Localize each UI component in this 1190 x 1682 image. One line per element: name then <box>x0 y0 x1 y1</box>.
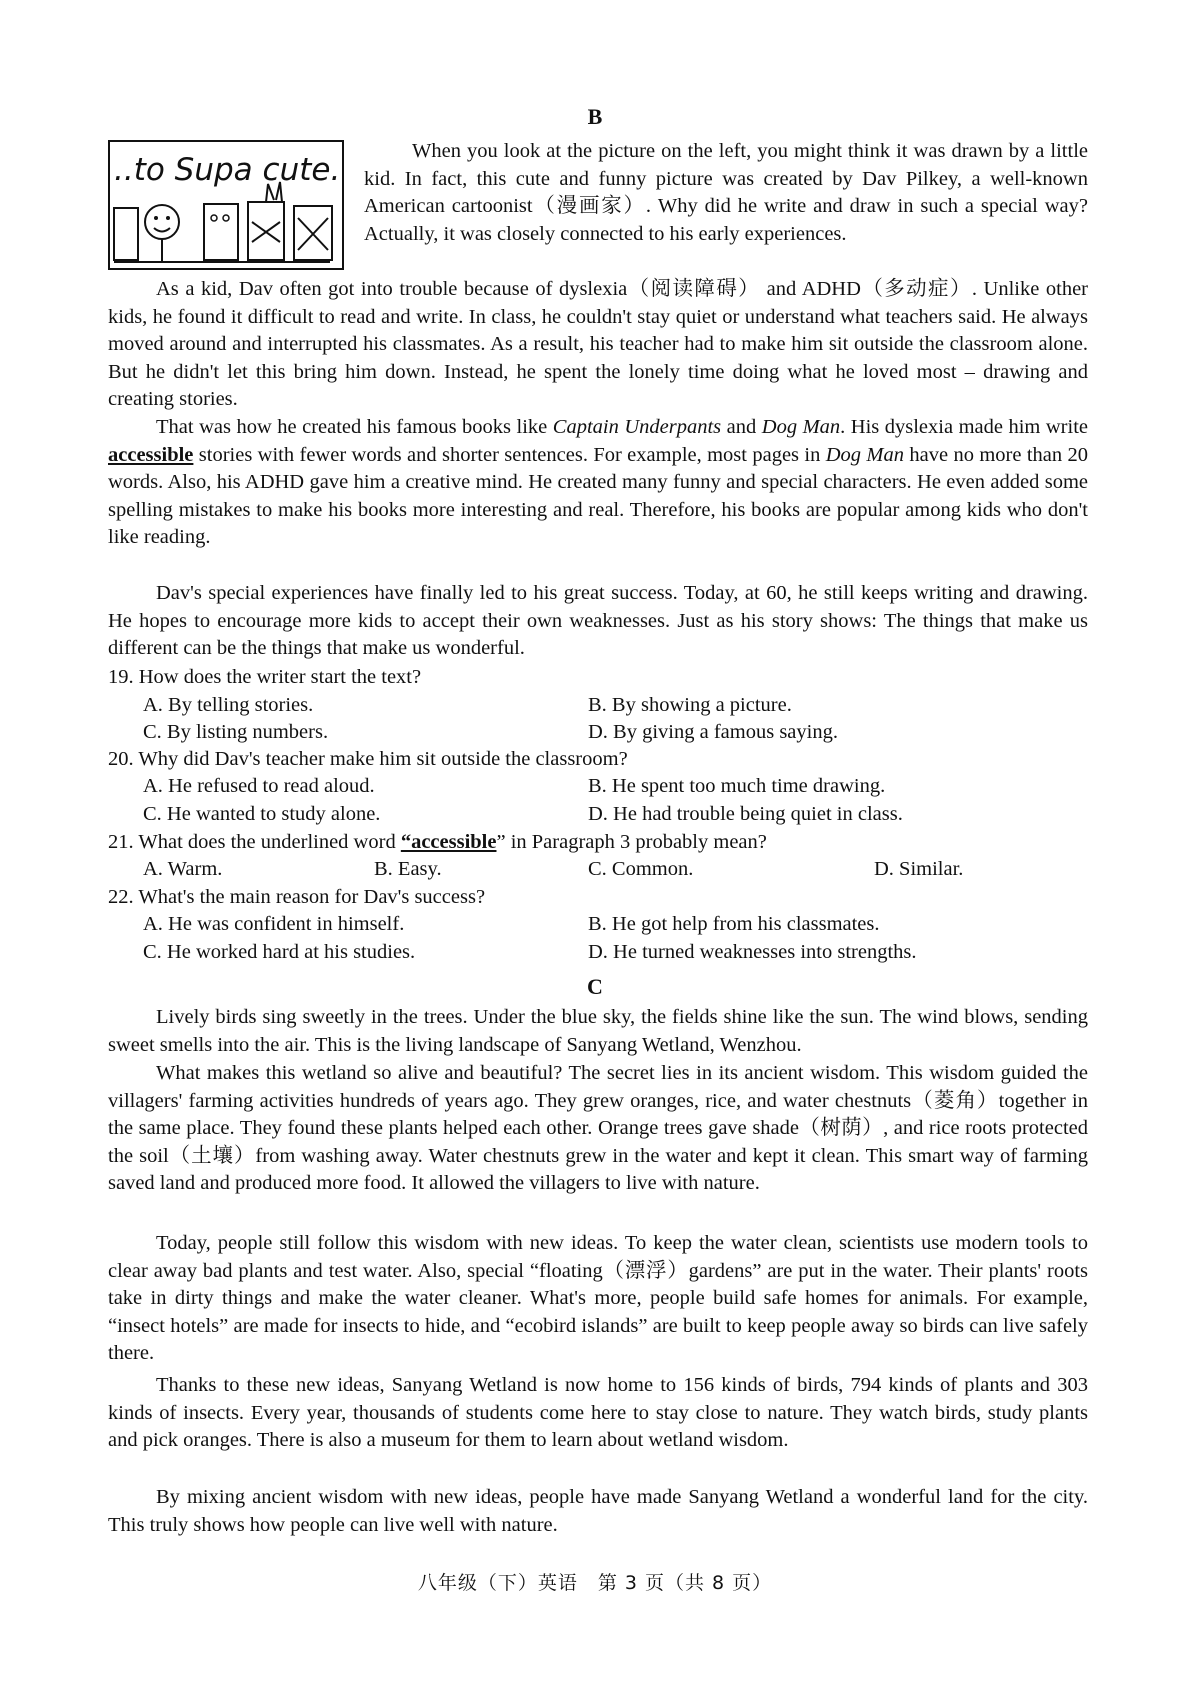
question-22-option-a[interactable]: A. He was confident in himself. <box>143 913 405 935</box>
section-b-paragraph-1: When you look at the picture on the left, you might think it was drawn by a little kid. In fact, this cute and funny picture was created by Dav Pilkey, a well-known American cartoonist（漫画家）. Why did he write and draw in such a special way? Actually, it was closely connected to his early experiences. <box>364 140 1088 245</box>
question-19-option-b[interactable]: B. By showing a picture. <box>588 694 792 716</box>
page-footer: 八年级（下）英语 第 3 页（共 8 页） <box>417 1572 773 1594</box>
p3-text-a: That was how he created his famous books like <box>156 416 553 438</box>
question-20-stem: 20. Why did Dav's teacher make him sit outside the classroom? <box>108 748 628 770</box>
section-b-title: B <box>587 104 603 129</box>
question-19-option-d[interactable]: D. By giving a famous saying. <box>588 721 838 743</box>
question-22-option-b[interactable]: B. He got help from his classmates. <box>588 913 880 935</box>
book-title-dog-man: Dog Man <box>761 416 841 438</box>
question-22-stem: 22. What's the main reason for Dav's success? <box>108 886 486 908</box>
section-c-paragraph-2: What makes this wetland so alive and beautiful? The secret lies in its ancient wisdom. This wisdom guided the villagers' farming activities hundreds of years ago. They grew oranges, rice, and water chestnuts（菱角）together in the same place. They found these plants helped each other. Orange trees gave shade（树荫）, and rice roots protected the soil（土壤）from washing away. Water chestnuts grew in the water and kept it clean. This smart way of farming saved land and produced more food. It allowed the villagers to live with nature. <box>108 1062 1088 1195</box>
question-20-option-b[interactable]: B. He spent too much time drawing. <box>588 775 886 797</box>
cartoon-picture <box>108 140 344 270</box>
question-21-stem <box>108 829 1088 856</box>
question-22-option-c[interactable]: C. He worked hard at his studies. <box>143 941 416 963</box>
question-21-option-d[interactable]: D. Similar. <box>874 858 964 880</box>
p3-text-b: and <box>721 416 762 438</box>
question-19-stem: 19. How does the writer start the text? <box>108 666 422 688</box>
question-21-option-a[interactable]: A. Warm. <box>143 858 223 880</box>
section-c-title: C <box>587 974 603 999</box>
question-20-option-a[interactable]: A. He refused to read aloud. <box>143 775 375 797</box>
section-c-paragraph-5: By mixing ancient wisdom with new ideas, people have made Sanyang Wetland a wonderful land for the city. This truly shows how people can live well with nature. <box>108 1486 1088 1536</box>
p3-text-d: stories with fewer words and shorter sentences. For example, most pages in <box>193 443 826 466</box>
q21-stem-b: ” in Paragraph 3 probably mean? <box>496 831 767 853</box>
question-20-option-d[interactable]: D. He had trouble being quiet in class. <box>588 803 903 825</box>
p3-text-c: . His dyslexia made him write <box>840 416 1088 438</box>
question-19-option-a[interactable]: A. By telling stories. <box>143 694 314 716</box>
q21-stem-a: 21. What does the underlined word <box>108 831 401 853</box>
question-21-option-b[interactable]: B. Easy. <box>374 858 442 880</box>
section-c-paragraph-3: Today, people still follow this wisdom with new ideas. To keep the water clean, scientists use modern tools to clear away bad plants and test water. Also, special “floating（漂浮）gardens” are put in the water. Their plants' roots take in dirty things and make the water cleaner. What's more, people build safe homes for animals. For example, “insect hotels” are made for insects to hide, and “ecobird islands” are built to keep people away so birds can live safely there. <box>108 1232 1088 1365</box>
question-19-option-c[interactable]: C. By listing numbers. <box>143 721 329 743</box>
question-21-option-c[interactable]: C. Common. <box>588 858 694 880</box>
question-22-option-d[interactable]: D. He turned weaknesses into strengths. <box>588 941 917 963</box>
book-title-captain-underpants: Captain Underpants <box>552 416 722 438</box>
section-c-paragraph-1: Lively birds sing sweetly in the trees. Under the blue sky, the fields shine like the sun. The wind blows, sending sweet smells into the air. This is the living landscape of Sanyang Wetland, Wenzhou. <box>108 1006 1088 1056</box>
p3-text-e: have no more than 20 words. Also, his ADHD gave him a creative mind. He created many funny and special characters. He even added some spelling mistakes to make his books more interesting and real. Therefore, his books are popular among kids who don't like reading. <box>108 443 1088 549</box>
section-b-paragraph-4: Dav's special experiences have finally led to his great success. Today, at 60, he still keeps writing and drawing. He hopes to encourage more kids to accept their own weaknesses. Just as his story shows: The things that make us different can be the things that make us wonderful. <box>108 582 1088 660</box>
section-c-paragraph-4: Thanks to these new ideas, Sanyang Wetland is now home to 156 kinds of birds, 794 kinds of plants and 303 kinds of insects. Every year, thousands of students come here to stay close to nature. They watch birds, study plants and pick oranges. There is also a museum for them to learn about wetland wisdom. <box>108 1374 1088 1452</box>
underlined-word-accessible: accessible <box>108 443 194 466</box>
section-b-paragraph-3 <box>108 414 1088 552</box>
book-title-dog-man-2: Dog Man <box>825 443 904 466</box>
question-20-option-c[interactable]: C. He wanted to study alone. <box>143 803 381 825</box>
cartoon-drawing-icon <box>110 142 342 268</box>
cartoon-caption: ..to Supa cute. <box>114 152 341 188</box>
q21-underlined-word: “accessible <box>400 831 497 853</box>
section-b-paragraph-2: As a kid, Dav often got into trouble because of dyslexia（阅读障碍） and ADHD（多动症）. Unlike other kids, he found it difficult to read and write. In class, he couldn't stay quiet or understand what teachers said. He always moved around and interrupted his classmates. As a result, his teacher had to make him sit outside the classroom alone. But he didn't let this bring him down. Instead, he spent the lonely time doing what he loved most – drawing and creating stories. <box>108 278 1088 411</box>
